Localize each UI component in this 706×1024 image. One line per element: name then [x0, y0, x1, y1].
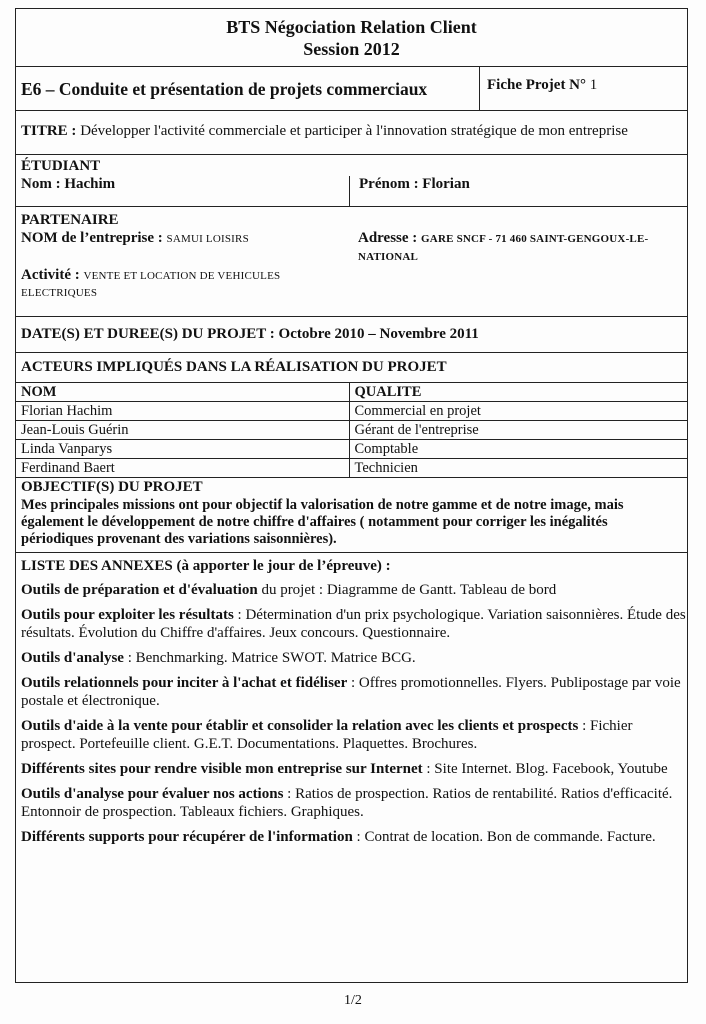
objectifs-section [16, 477, 687, 553]
objectifs-header: OBJECTIF(S) DU PROJET [21, 479, 203, 495]
annexe-title: Outils d'analyse [21, 650, 124, 666]
annexe-title: Différents supports pour récupérer de l'information [21, 829, 353, 845]
acteurs-table [16, 383, 687, 478]
annexe-detail: : Benchmarking. Matrice SWOT. Matrice BCG. [123, 650, 416, 666]
annexe-title: Outils d'aide à la vente pour établir et consolider la relation avec les clients et prospects [21, 718, 579, 734]
etudiant-header: ÉTUDIANT [21, 158, 101, 174]
dates-row [16, 317, 687, 353]
partenaire-section [16, 207, 687, 317]
annexe-detail: du projet : Diagramme de Gantt. Tableau de bord [257, 582, 557, 598]
annexes-section [21, 555, 686, 853]
annexe-item [21, 760, 686, 778]
acteur-qualite: Commercial en projet [349, 402, 687, 421]
divider [349, 176, 350, 206]
etudiant-section [16, 155, 687, 207]
table-header-row [16, 383, 687, 402]
annexe-item [21, 581, 686, 599]
annexe-detail: : Offres promotionnelles. Flyers. Publipostage par voie postale et électronique. [21, 675, 681, 709]
table-row [16, 440, 687, 459]
annexe-title: Outils de préparation et d'évaluation [21, 582, 258, 598]
acteur-nom: Florian Hachim [16, 402, 349, 421]
titre-label: TITRE : [21, 123, 77, 139]
column-header-nom: NOM [16, 383, 349, 402]
annexe-item [21, 674, 686, 710]
annexe-detail: : Ratios de prospection. Ratios de rentabilité. Ratios d'efficacité. Entonnoir de prospection. Tableaux fichiers. Graphiques. [21, 786, 673, 820]
module-row [16, 67, 687, 111]
table-row [16, 421, 687, 440]
partenaire-header: PARTENAIRE [21, 212, 119, 228]
annexe-item [21, 649, 686, 667]
annexe-detail: : Fichier prospect. Portefeuille client. G.E.T. Documentations. Plaquettes. Brochures. [21, 718, 633, 752]
activite-label: Activité : [21, 267, 80, 283]
entreprise-nom [21, 230, 249, 247]
adresse-value: GARE SNCF - 71 460 SAINT-GENGOUX-LE-NATIONAL [358, 233, 649, 263]
entreprise-nom-value: SAMUI LOISIRS [166, 233, 249, 245]
fiche-label: Fiche Projet N° [487, 77, 587, 93]
annexe-item [21, 785, 686, 821]
fiche-projet [487, 77, 597, 94]
acteur-qualite: Comptable [349, 440, 687, 459]
page-number: 1/2 [344, 993, 362, 1008]
annexe-item [21, 828, 686, 846]
fiche-number: 1 [589, 77, 598, 93]
exam-title: BTS Négociation Relation Client [226, 17, 477, 37]
titre-text [21, 123, 628, 140]
acteur-qualite: Gérant de l'entreprise [349, 421, 687, 440]
titre-row [16, 111, 687, 155]
table-row [16, 402, 687, 421]
document-header [16, 9, 687, 67]
annexe-detail: : Contrat de location. Bon de commande. Facture. [352, 829, 656, 845]
acteur-nom: Jean-Louis Guérin [16, 421, 349, 440]
titre-value: Développer l'activité commerciale et participer à l'innovation stratégique de mon entreprise [80, 123, 628, 139]
annexe-title: Différents sites pour rendre visible mon entreprise sur Internet [21, 761, 423, 777]
annexe-detail: : Détermination d'un prix psychologique. Variation saisonnières. Étude des résultats. Évolution du Chiffre d'affaires. Jeux concours. Questionnaire. [21, 607, 686, 641]
acteur-nom: Linda Vanparys [16, 440, 349, 459]
form-frame [15, 8, 688, 983]
module-title: E6 – Conduite et présentation de projets commerciaux [21, 79, 428, 99]
etudiant-prenom: Prénom : Florian [359, 176, 470, 192]
annexe-item [21, 717, 686, 753]
entreprise-adresse [358, 230, 678, 266]
acteur-nom: Ferdinand Baert [16, 459, 349, 478]
annexes-header: LISTE DES ANNEXES (à apporter le jour de l’épreuve) : [21, 558, 391, 574]
divider [479, 67, 480, 110]
entreprise-activite [21, 267, 341, 301]
acteurs-header-row [16, 353, 687, 383]
dates-text: DATE(S) ET DUREE(S) DU PROJET : Octobre 2010 – Novembre 2011 [21, 326, 479, 342]
session-label: Session 2012 [303, 39, 400, 59]
objectifs-text: Mes principales missions ont pour objectif la valorisation de notre gamme et de notre image, mais également le développement de notre chiffre d'affaires ( notamment pour corriger les inégalités périodiques provenant des variations saisonnières). [21, 497, 624, 547]
entreprise-nom-label: NOM de l’entreprise : [21, 230, 163, 246]
table-row [16, 459, 687, 478]
annexe-item [21, 606, 686, 642]
adresse-label: Adresse : [358, 230, 418, 246]
annexe-detail: : Site Internet. Blog. Facebook, Youtube [422, 761, 668, 777]
annexe-title: Outils pour exploiter les résultats [21, 607, 234, 623]
annexe-title: Outils d'analyse pour évaluer nos actions [21, 786, 284, 802]
acteurs-header: ACTEURS IMPLIQUÉS DANS LA RÉALISATION DU PROJET [21, 359, 447, 375]
etudiant-nom: Nom : Hachim [21, 176, 116, 192]
acteur-qualite: Technicien [349, 459, 687, 478]
column-header-qualite: QUALITE [349, 383, 687, 402]
annexe-title: Outils relationnels pour inciter à l'achat et fidéliser [21, 675, 348, 691]
activite-value: VENTE ET LOCATION DE VEHICULES ELECTRIQUES [21, 270, 281, 299]
